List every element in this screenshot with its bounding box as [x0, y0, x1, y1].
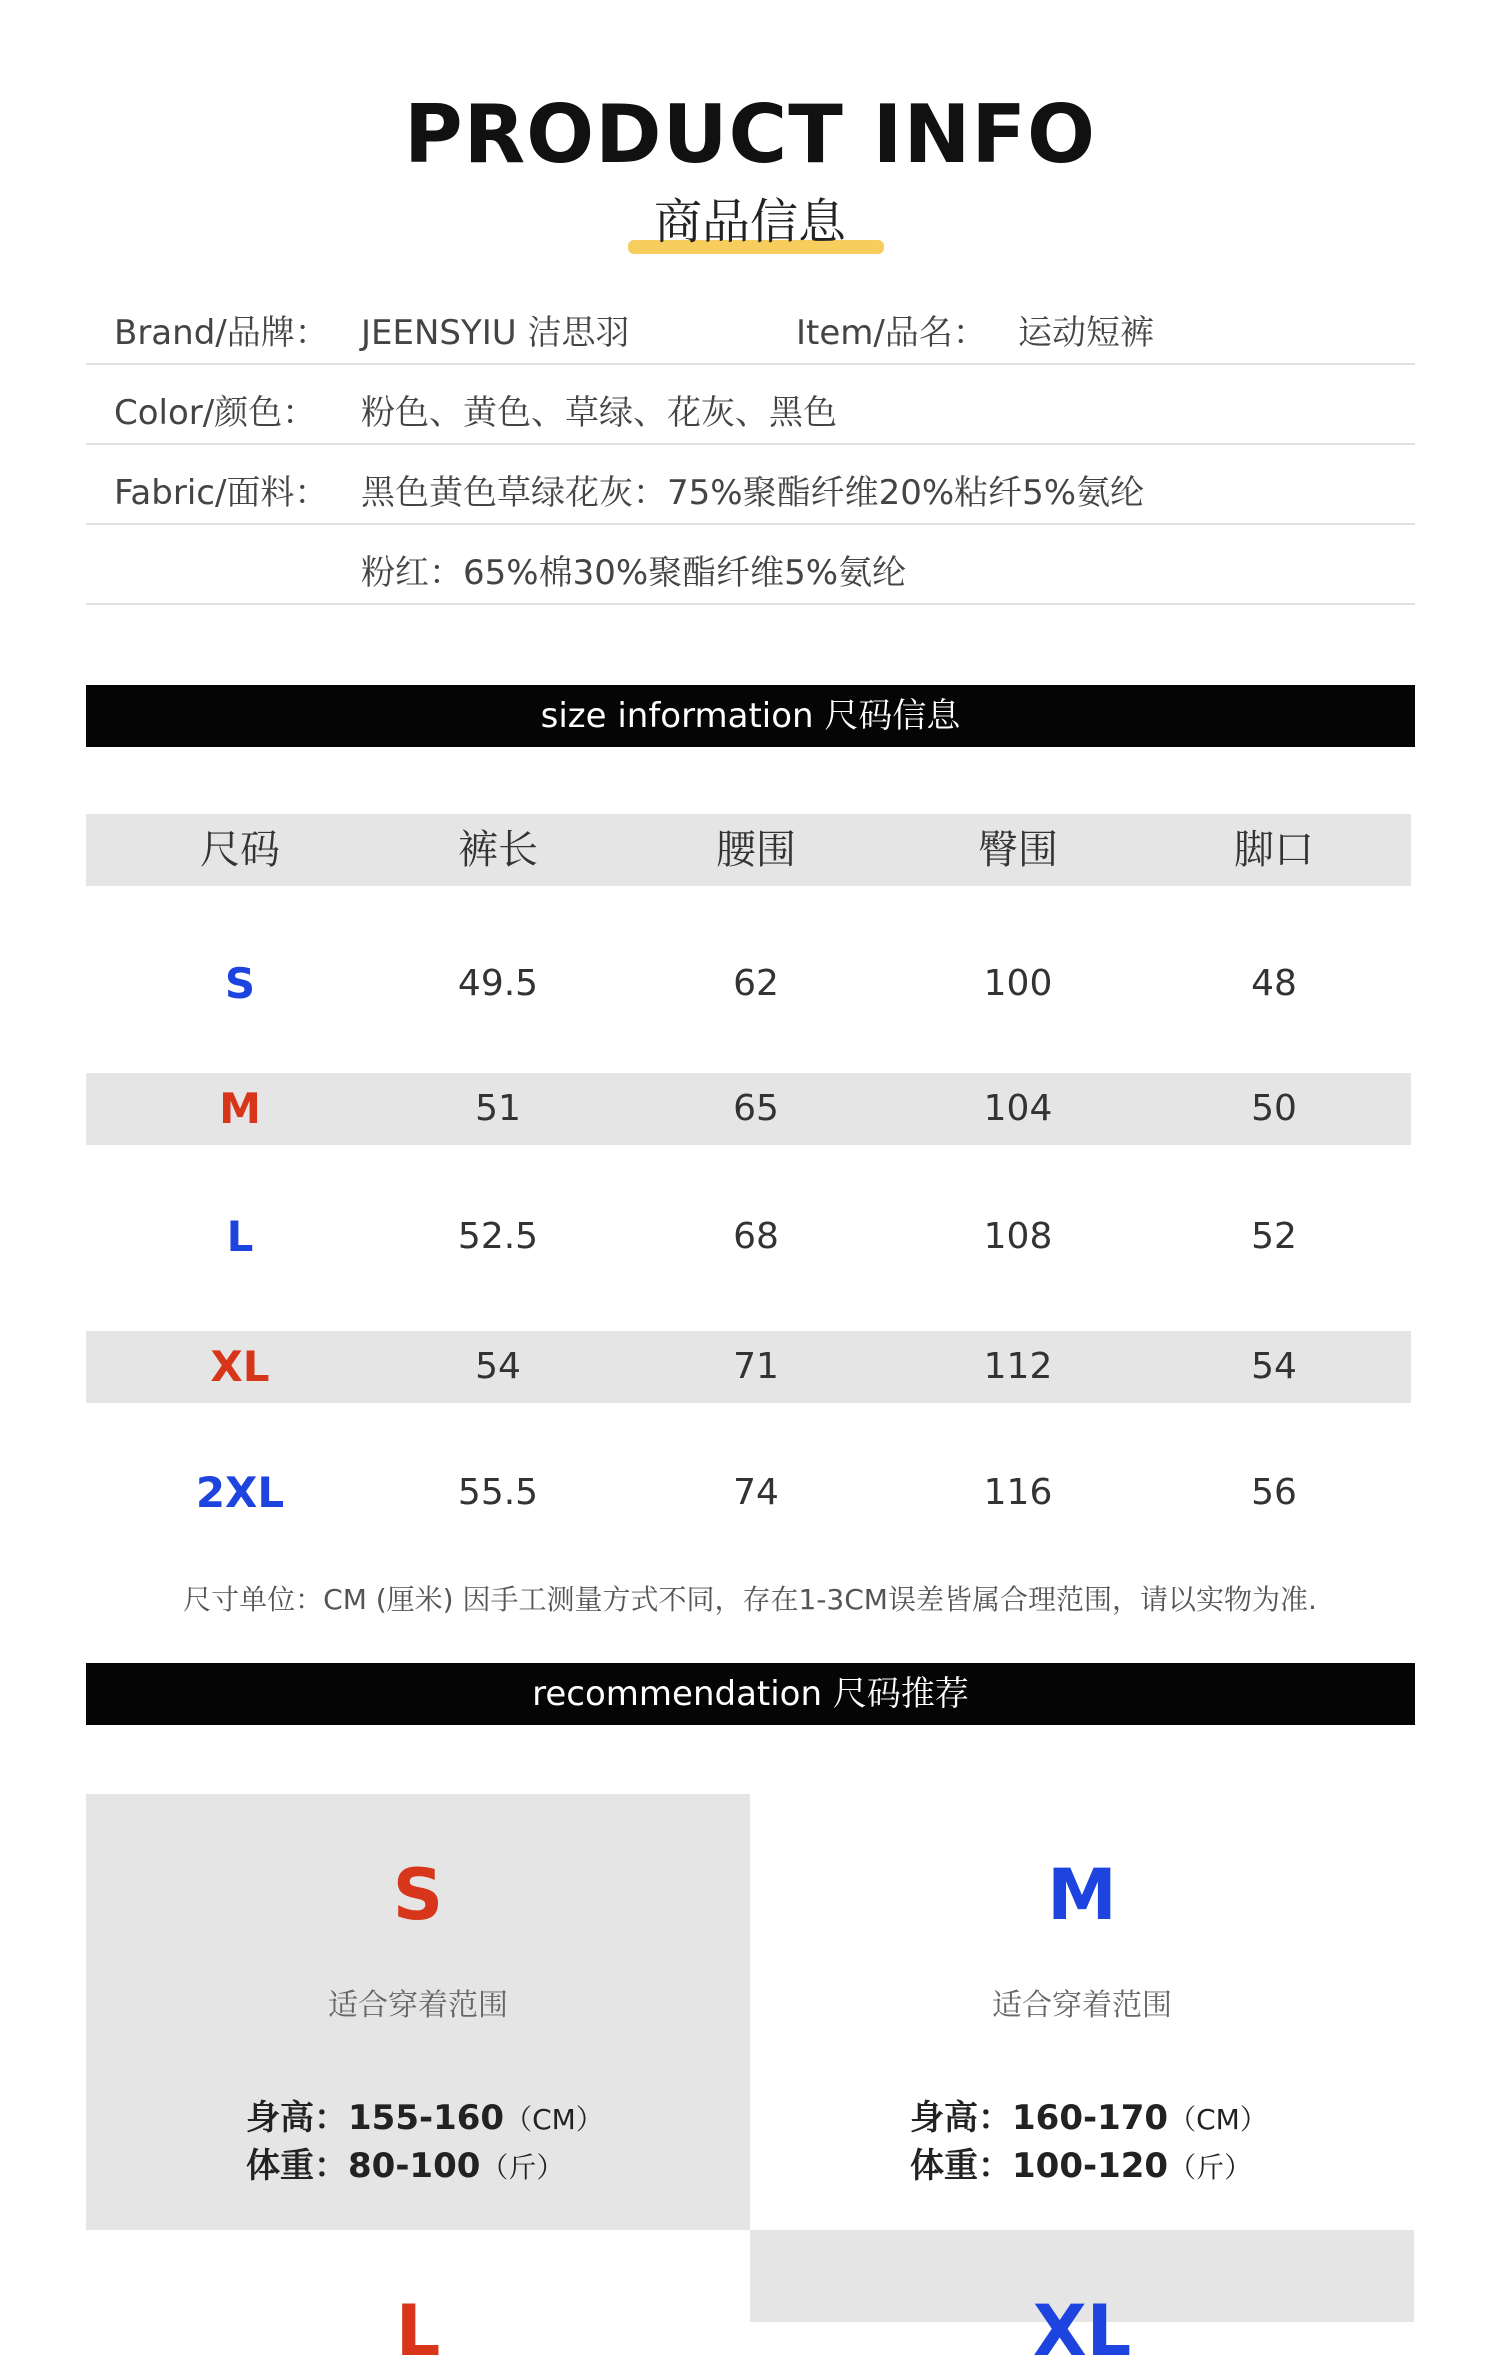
table-row [86, 948, 1411, 1020]
size-code: M [219, 1084, 261, 1133]
rec-height-line [246, 2090, 604, 2139]
length-value: 49.5 [457, 963, 539, 1004]
waist-value: 74 [733, 1472, 779, 1513]
hip-value: 100 [983, 963, 1053, 1004]
rec-subtitle: 适合穿着范围 [992, 1988, 1172, 2023]
header-leg-opening: 脚口 [1234, 827, 1314, 873]
table-row [86, 1201, 1411, 1273]
brand-label: Brand/品牌： [114, 313, 329, 353]
length-value: 51 [475, 1088, 521, 1129]
height-label: 身高： [910, 2098, 1012, 2138]
rec-subtitle: 适合穿着范围 [328, 1988, 508, 2023]
leg-opening-value: 54 [1251, 1346, 1297, 1387]
size-code: S [224, 959, 256, 1008]
fabric-label: Fabric/面料： [114, 473, 329, 513]
rec-height-line [910, 2090, 1268, 2139]
rec-size-label: S [392, 1854, 444, 1936]
page-title: PRODUCT INFO [403, 88, 1097, 181]
info-row-fabric [86, 445, 1415, 525]
waist-value: 65 [733, 1088, 779, 1129]
page-subtitle [624, 183, 876, 252]
height-unit: （CM） [1168, 2103, 1268, 2136]
weight-label: 体重： [910, 2146, 1012, 2186]
header-size: 尺码 [200, 827, 280, 873]
weight-value: 100-120 [1012, 2146, 1169, 2186]
length-value: 52.5 [457, 1216, 539, 1257]
recommendation-card-l [86, 2230, 750, 2372]
recommendation-card-xl [750, 2230, 1414, 2372]
height-value: 160-170 [1012, 2098, 1169, 2138]
length-value: 54 [475, 1346, 521, 1387]
table-row [86, 1073, 1411, 1145]
recommendation-card-m [750, 1794, 1414, 2230]
rec-weight-line [246, 2138, 564, 2187]
header-hip: 臀围 [978, 827, 1058, 873]
rec-weight-line [910, 2138, 1252, 2187]
weight-unit: （斤） [480, 2151, 565, 2184]
brand-value: JEENSYIU 洁思羽 [361, 313, 630, 353]
page-subtitle-wrap [0, 183, 1500, 252]
weight-label: 体重： [246, 2146, 348, 2186]
leg-opening-value: 50 [1251, 1088, 1297, 1129]
waist-value: 62 [733, 963, 779, 1004]
waist-value: 68 [733, 1216, 779, 1257]
size-info-banner: size information 尺码信息 [86, 685, 1415, 747]
size-code: 2XL [195, 1468, 285, 1517]
height-value: 155-160 [348, 2098, 505, 2138]
info-row-fabric-2 [86, 525, 1415, 605]
leg-opening-value: 48 [1251, 963, 1297, 1004]
leg-opening-value: 56 [1251, 1472, 1297, 1513]
info-row-color [86, 365, 1415, 445]
weight-value: 80-100 [348, 2146, 481, 2186]
waist-value: 71 [733, 1346, 779, 1387]
leg-opening-value: 52 [1251, 1216, 1297, 1257]
header-waist: 腰围 [716, 827, 796, 873]
hip-value: 112 [983, 1346, 1053, 1387]
recommendation-banner: recommendation 尺码推荐 [86, 1663, 1415, 1725]
page-subtitle-text: 商品信息 [653, 194, 846, 250]
table-row [86, 1457, 1411, 1529]
rec-size-label: XL [1032, 2290, 1132, 2372]
recommendation-card-s [86, 1794, 750, 2230]
table-row [86, 1331, 1411, 1403]
item-label: Item/品名： [796, 313, 987, 353]
color-label: Color/颜色： [114, 393, 317, 433]
hip-value: 108 [983, 1216, 1053, 1257]
size-code: L [226, 1212, 254, 1261]
height-label: 身高： [246, 2098, 348, 2138]
height-unit: （CM） [504, 2103, 604, 2136]
length-value: 55.5 [457, 1472, 539, 1513]
rec-size-label: L [395, 2290, 441, 2372]
info-row-brand [86, 285, 1415, 365]
weight-unit: （斤） [1168, 2151, 1253, 2184]
size-note: 尺寸单位：CM (厘米) 因手工测量方式不同，存在1-3CM误差皆属合理范围，请以实物为准. [183, 1583, 1317, 1616]
size-table-header [86, 814, 1411, 886]
header-length: 裤长 [458, 827, 538, 873]
size-code: XL [210, 1342, 270, 1391]
item-value: 运动短裤 [1018, 313, 1154, 353]
hip-value: 104 [983, 1088, 1053, 1129]
fabric-value-2: 粉红：65%棉30%聚酯纤维5%氨纶 [361, 553, 907, 593]
rec-size-label: M [1047, 1854, 1117, 1936]
color-value: 粉色、黄色、草绿、花灰、黑色 [361, 393, 837, 433]
fabric-value-1: 黑色黄色草绿花灰：75%聚酯纤维20%粘纤5%氨纶 [361, 473, 1145, 513]
hip-value: 116 [983, 1472, 1053, 1513]
